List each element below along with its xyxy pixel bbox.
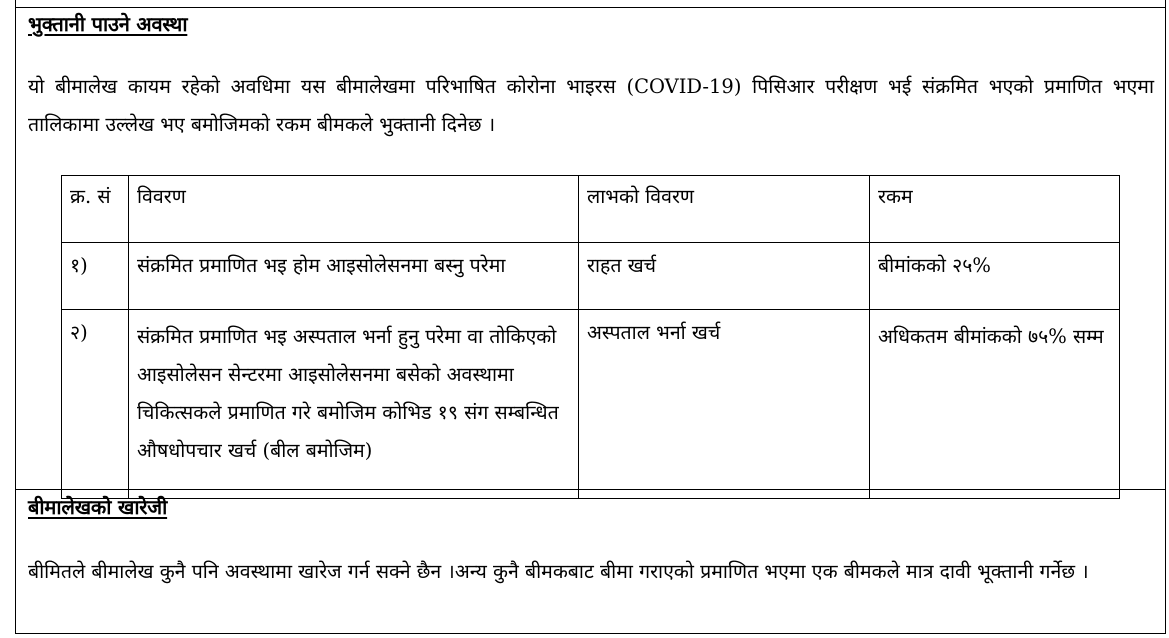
row-amount: अधिकतम बीमांकको ७५% सम्म: [870, 310, 1120, 499]
table-header-row: [62, 176, 1120, 243]
row-description: संक्रमित प्रमाणित भइ होम आइसोलेसनमा बस्नु परेमा: [129, 243, 579, 310]
table-row: [62, 243, 1120, 310]
header-benefit: लाभको विवरण: [579, 176, 870, 243]
row-description: संक्रमित प्रमाणित भइ अस्पताल भर्ना हुनु परेमा वा तोकिएको आइसोलेसन सेन्टरमा आइसोलेसनमा बसेको अवस्थामा चिकित्सकले प्रमाणित गरे बमोजिम कोभिड १९ संग सम्बन्धित औषधोपचार खर्च (बील बमोजिम): [129, 310, 579, 499]
table-row: [62, 310, 1120, 499]
section-divider: [15, 489, 1166, 490]
row-benefit: अस्पताल भर्ना खर्च: [579, 310, 870, 499]
row-serial-number: २): [62, 310, 129, 499]
top-border: [15, 7, 1166, 8]
policy-cancellation-heading: बीमालेखको खारेजी: [28, 495, 168, 519]
payment-condition-heading: भुक्तानी पाउने अवस्था: [28, 12, 188, 36]
header-amount: रकम: [870, 176, 1120, 243]
row-serial-number: १): [62, 243, 129, 310]
row-amount: बीमांकको २५%: [870, 243, 1120, 310]
payment-condition-paragraph: यो बीमालेख कायम रहेको अवधिमा यस बीमालेखमा परिभाषित कोरोना भाइरस (COVID-19) पिसिआर परीक्षण भई संक्रमित भएको प्रमाणित भएमा तालिकामा उल्लेख भए बमोजिमको रकम बीमकले भुक्तानी दिनेछ ।: [28, 75, 1154, 136]
header-description: विवरण: [129, 176, 579, 243]
benefit-table: [61, 175, 1120, 499]
row-benefit: राहत खर्च: [579, 243, 870, 310]
header-serial-number: क्र. सं: [62, 176, 129, 243]
policy-cancellation-paragraph: बीमितले बीमालेख कुनै पनि अवस्थामा खारेज गर्न सक्ने छैन ।अन्य कुनै बीमकबाट बीमा गराएको प्रमाणित भएमा एक बीमकले मात्र दावी भूक्तानी गर्नेछ ।: [28, 560, 1089, 583]
